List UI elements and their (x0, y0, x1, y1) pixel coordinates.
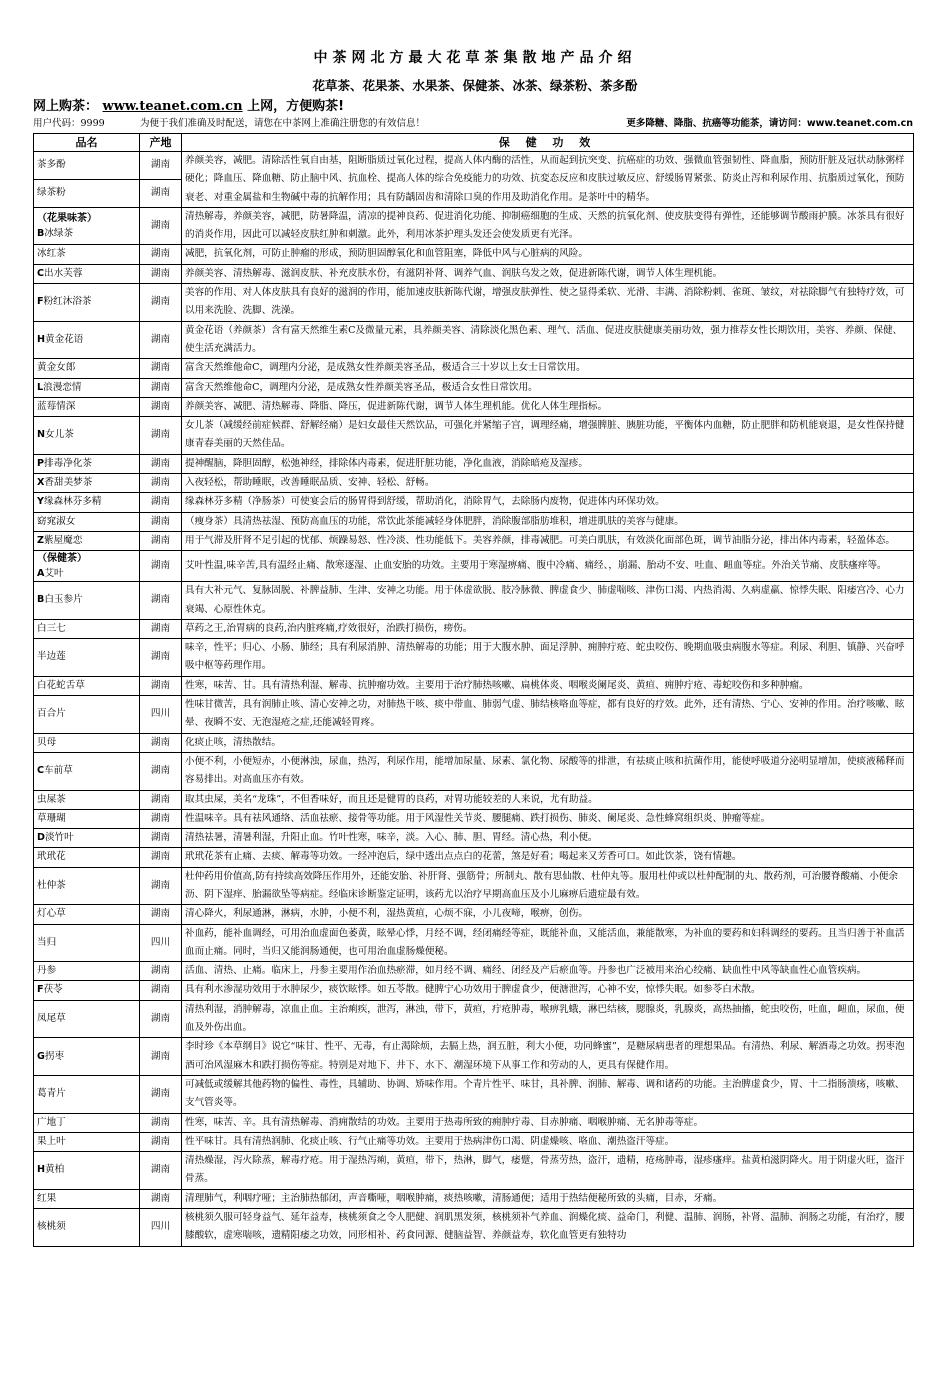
product-name-cell (34, 284, 140, 322)
product-name-text: 车前草 (44, 765, 73, 777)
product-name-text: 绿茶粉 (37, 187, 66, 199)
effect-cell: 性味甘微苦，具有润肺止咳、清心安神之功，对肺热干咳、痰中带血、肺弱气虚、肺结核咯血等症，都有良好的疗效。此外，还有清热、宁心、安神的作用。治疗咳嗽、眩晕、夜瞬不安、无泡湿疮之症,还能减轻胃疼。 (182, 696, 914, 734)
table-row (34, 867, 914, 905)
product-name-cell (34, 1152, 140, 1190)
table-row (34, 264, 914, 283)
product-name-cell (34, 809, 140, 828)
effect-cell: 养颜美容，减肥。清除活性氧自由基，阻断脂质过氧化过程，提高人体内酶的活性，从而起到抗突变、抗癌症的功效、强微血管强韧性、降血脂，预防肝脏及冠状动脉粥样硬化；降血压、降血糖、防止脑中风、抗血栓、提高人体的综合免疫能力的功效、抗変态反应和皮肤过敏反应、舒缓肠胃紧张、防炎止泻和利尿作用、抗脂质过氧化，预防衰老、对重金属盐和生物碱中毒的抗解作用；具有防龋固齿和清除口臭的作用及助消化作用。是茶叶中的精华。 (182, 152, 914, 208)
product-name (37, 362, 75, 373)
index-letter: N (37, 429, 46, 441)
table-row (34, 454, 914, 473)
product-name-text: 白玉参片 (44, 594, 83, 606)
table-row (34, 848, 914, 867)
product-name-text: 广地丁 (37, 1116, 66, 1128)
origin-cell: 湖南 (140, 1132, 182, 1151)
origin-cell: 四川 (140, 924, 182, 962)
effect-cell: 清热解毒，养颜美容，减肥，防暑降温，清凉的提神良药、促进消化功能、抑制癌细胞的生成、天然的抗氧化剂、使皮肤变得有弹性，还能够调节酸雨护膜。冰茶具有很好的消炎作用，因此可以减轻皮肤红肿和刺激。此外，利用冰茶护理头发还会使发质更有光泽。 (182, 207, 914, 245)
product-name-text: 玳玳花 (37, 851, 66, 863)
effect-cell: 缘森林芬多精（净肠茶）可使宴会后的肠胃得到舒缓，帮助消化，消除胃气，去除肠内废物，促进体内环保功效。 (182, 493, 914, 512)
product-name-text: 白花蛇舌草 (37, 679, 85, 691)
origin-cell: 湖南 (140, 1000, 182, 1038)
product-name-text: 杜仲茶 (37, 879, 66, 891)
category-label: （花果味茶） (37, 213, 97, 225)
product-name-cell (34, 551, 140, 582)
product-name-text: 当归 (37, 936, 57, 948)
index-letter: P (37, 457, 45, 469)
origin-cell: 湖南 (140, 179, 182, 207)
product-name-cell (34, 867, 140, 905)
product-name-cell (34, 696, 140, 734)
product-name-text: 蓝莓情深 (37, 400, 76, 412)
product-name-text: 葛青片 (37, 1088, 66, 1100)
product-name-text: 香甜美梦茶 (44, 477, 93, 489)
product-name-cell (34, 639, 140, 677)
product-name-cell (34, 1075, 140, 1113)
table-row (34, 551, 914, 582)
table-row (34, 378, 914, 397)
effect-cell: 具有大补元气、复脉固脱、补脾益肺、生津、安神之功能。用于体虚欲脱、肢冷脉微、脾虚食少、肺虚喘咳、津伤口渴、内热消渴、久病虚羸、惊悸失眠、阳痿宫冷、心力衰竭、心原性休克。 (182, 582, 914, 620)
origin-cell: 湖南 (140, 321, 182, 359)
effect-cell: 富含天然维他命C，调理内分泌，是成熟女性养颜美容圣品，极适合三十岁以上女士日常饮用。 (182, 359, 914, 378)
product-name-cell (34, 493, 140, 512)
product-name-text: 灯心草 (37, 908, 66, 920)
product-name-cell (34, 676, 140, 695)
effect-cell: 性温味辛。具有祛风通络、活血祛瘀、接骨等功能。用于风湿性关节炎、腰腿痛、跌打损伤、肺炎、阑尾炎、急性蜂窝组织炎、肿瘤等症。 (182, 809, 914, 828)
origin-cell: 湖南 (140, 264, 182, 283)
table-row (34, 1038, 914, 1076)
product-name-cell (34, 1189, 140, 1208)
product-name (37, 880, 66, 891)
product-name-cell (34, 454, 140, 473)
effect-cell: 补血药，能补血调经，可用治血虚面色萎黄，眩晕心悸，月经不调，经闭痛经等症，既能补血，又能活血，兼能散寒，为补血的要药和妇科调经的要药。且当归善于补血活血而止痛。同时，当归又能润肠通便，也可用治血虚肠燥便秘。 (182, 924, 914, 962)
effect-cell: 黄金花语（养颜茶）含有富天然维生素C及微量元素，具养颜美容、清除淡化黑色素、理气、活血、促进皮肤健康美丽功效，强力推荐女性长期饮用，美容、养颜、保健、使生活充满活力。 (182, 321, 914, 359)
product-name (37, 226, 136, 241)
product-name (37, 401, 75, 412)
table-row (34, 1113, 914, 1132)
product-name-text: 草珊瑚 (37, 812, 66, 824)
product-name-text: 浪漫恋情 (43, 381, 82, 393)
table-row (34, 829, 914, 848)
product-name (37, 268, 82, 279)
effect-cell: 味辛，性平；归心、小肠、肺经；具有利尿消肿、清热解毒的功能；用于大腹水肿、面足浮肿、痈肿疔疮、蛇虫咬伤、晚期血吸虫病腹水等症。利尿、利胆、镇静、兴奋呼吸中枢等药理作用。 (182, 639, 914, 677)
effect-cell: 用于气滞及肝肾不足引起的忧郁、烦躁易怒、性冷淡、性功能低下。美容养颜，排毒减肥。可美白肌肤，有效淡化面部色斑，调节油脂分泌，排出体内毒素，轻盈体态。 (182, 531, 914, 550)
table-row (34, 696, 914, 734)
index-letter: B (37, 594, 45, 606)
table-row (34, 962, 914, 981)
user-code: 用户代码：9999 (33, 118, 105, 129)
effect-cell: 杜仲药用价值高,防有持续高效降压作用外，还能安胎、补肝肾、强筋骨；所制丸、散有思仙散、杜仲丸等。服用杜仲或以杜仲配制的丸、散药剂，可治腰脊酸痛、小便余沥、阴下湿痒、胎漏欲坠等病症。经临床诊断鉴定证明，该药尤以治疗早期高血压及小儿麻痹后遗症最有效。 (182, 867, 914, 905)
product-name (37, 458, 92, 469)
effect-cell: 提神醒脑，降胆固醇，松弛神经，排除体内毒素，促进肝脏功能，净化血液，消除暗疮及湿疹。 (182, 454, 914, 473)
product-name (37, 794, 66, 805)
origin-cell: 湖南 (140, 962, 182, 981)
table-row (34, 1189, 914, 1208)
buy-prefix: 网上购茶： (33, 99, 99, 114)
product-name (37, 1221, 66, 1232)
origin-cell: 湖南 (140, 454, 182, 473)
index-letter: C (37, 765, 45, 777)
table-row (34, 733, 914, 752)
effect-cell: 清热祛暑，清暑利湿，升阳止血。竹叶性寒，味辛，淡。入心、肺、胆、胃经。清心热，利小便。 (182, 829, 914, 848)
table-header-row (34, 134, 914, 152)
effect-cell: 草药之王,治胃病的良药,治内脏疼痛,疗效很好，治跌打损伤，痨伤。 (182, 619, 914, 638)
product-name (37, 813, 66, 824)
effect-cell: 清热燥湿，泻火除蒸，解毒疗疮。用于湿热泻痢，黄疸，带下，热淋，脚气，痿躄，骨蒸劳热，盗汗，遗精，疮疡肿毒，湿疹瘙痒。盐黄柏滋阴降火。用于阴虚火旺，盗汗骨蒸。 (182, 1152, 914, 1190)
index-letter: Z (37, 534, 44, 546)
product-name-text: 艾叶 (44, 568, 64, 580)
product-name (37, 429, 74, 440)
origin-cell: 湖南 (140, 1038, 182, 1076)
table-row (34, 1152, 914, 1190)
product-name-cell (34, 1038, 140, 1076)
effect-cell: 女儿茶（减缓经前症候群、舒解经痛）是妇女最佳天然饮品，可强化并紧缩子宫，调理经痛，增强脾脏、胰脏功能，平衡体内血糖，防止肥胖和防机能衰退，是女性保持健康青春美丽的天然佳品。 (182, 417, 914, 455)
origin-cell: 湖南 (140, 1113, 182, 1132)
table-row (34, 1132, 914, 1151)
origin-cell: 湖南 (140, 809, 182, 828)
origin-cell: 湖南 (140, 152, 182, 180)
origin-cell: 湖南 (140, 752, 182, 790)
product-name (37, 516, 75, 527)
origin-cell: 湖南 (140, 733, 182, 752)
product-name-cell (34, 582, 140, 620)
product-name-cell (34, 1132, 140, 1151)
effect-cell: 取其虫屎，美名“龙珠”，不但香味好，而且还是健胃的良药，对胃功能较差的人来说，尤有助益。 (182, 790, 914, 809)
product-name-text: 核桃须 (37, 1221, 66, 1233)
effect-cell: 减肥，抗氧化剂，可防止肿瘤的形成，预防胆固醇氧化和血管阻塞，降低中风与心脏病的风险。 (182, 245, 914, 264)
product-name-text: 黄金女郎 (37, 362, 76, 374)
product-name-cell (34, 207, 140, 245)
product-name-text: 窈窕淑女 (37, 515, 76, 527)
origin-cell: 湖南 (140, 245, 182, 264)
product-name-text: 果上叶 (37, 1135, 66, 1147)
product-name-cell (34, 359, 140, 378)
table-row (34, 245, 914, 264)
origin-cell: 湖南 (140, 790, 182, 809)
table-body (34, 152, 914, 1247)
product-name-cell (34, 397, 140, 416)
page-subtitle: 花草茶、花果茶、水果茶、保健茶、冰茶、绿茶粉、茶多酚 (312, 78, 638, 93)
table-row (34, 676, 914, 695)
product-name-text: 茶多酚 (37, 159, 66, 171)
origin-cell: 四川 (140, 696, 182, 734)
product-name-text: 白三七 (37, 622, 66, 634)
effect-cell: 化痰止咳，清热散结。 (182, 733, 914, 752)
origin-cell: 湖南 (140, 284, 182, 322)
product-name (37, 566, 136, 581)
table-row (34, 981, 914, 1000)
product-name-cell (34, 962, 140, 981)
index-letter: F (37, 296, 44, 308)
index-letter: A (37, 568, 45, 580)
product-name (37, 496, 102, 507)
table-row (34, 474, 914, 493)
index-letter: F (37, 984, 44, 996)
index-letter: Y (37, 496, 44, 508)
product-name (37, 680, 85, 691)
product-name (37, 535, 82, 546)
product-name (37, 159, 66, 170)
product-name-text: 拐枣 (44, 1050, 65, 1062)
origin-cell: 湖南 (140, 397, 182, 416)
effect-cell: 艾叶性温,味辛苦,具有温经止痛、散寒逐湿、止血安胎的功效。主要用于寒湿痹痛、腹中冷痛、痛经、，崩漏、胎动不安、吐血、衄血等症。外治关节痛、皮肤瘙痒等。 (182, 551, 914, 582)
product-name-text: 黄金花语 (45, 333, 84, 345)
origin-cell: 湖南 (140, 493, 182, 512)
origin-cell: 湖南 (140, 1189, 182, 1208)
product-name-text: 出水芙蓉 (44, 267, 83, 279)
effect-cell: 养颜美容、清热解毒、滋润皮肤、补充皮肤水份，有滋阴补肾、调养气血、润肤乌发之效，促进新陈代谢，调节人体生理机能。 (182, 264, 914, 283)
product-name-cell (34, 264, 140, 283)
product-name-cell (34, 829, 140, 848)
index-letter: C (37, 267, 45, 279)
origin-cell: 湖南 (140, 474, 182, 493)
product-name-text: 粉红沐浴茶 (43, 296, 92, 308)
product-name-text: 茯苓 (43, 984, 63, 996)
table-row (34, 359, 914, 378)
product-name (37, 296, 92, 307)
product-name-text: 半边莲 (37, 651, 66, 663)
table-row (34, 619, 914, 638)
more-link-text: 更多降糖、降脂、抗癌等功能茶，请访问：www.teanet.com.cn (626, 118, 913, 129)
product-name-text: 冰绿茶 (44, 228, 74, 240)
product-name-cell (34, 1113, 140, 1132)
table-row (34, 639, 914, 677)
product-name-cell (34, 733, 140, 752)
effect-cell: 可减低或缓解其他药物的偏性、毒性，具辅助、协调、矫味作用。个青片性平、味甘，具补脾、润肺、解毒、调和诸药的功能。主治脾虚食少，胃、十二指肠溃疡，咳嗽、支气管炎等。 (182, 1075, 914, 1113)
product-name-cell (34, 924, 140, 962)
origin-cell: 湖南 (140, 981, 182, 1000)
product-name (37, 851, 66, 862)
product-name-cell (34, 378, 140, 397)
product-name (37, 1088, 66, 1099)
origin-cell: 湖南 (140, 359, 182, 378)
website-link[interactable]: www.teanet.com.cn (102, 99, 243, 114)
product-name-cell (34, 152, 140, 180)
table-row (34, 1000, 914, 1038)
effect-cell: 性寒，味苦、辛。具有清热解毒、消痈散结的功效。主要用于热毒所致的痈肿疔毒、目赤肿痛、咽喉肿痛、无名肿毒等症。 (182, 1113, 914, 1132)
table-row (34, 531, 914, 550)
origin-cell: 湖南 (140, 867, 182, 905)
table-row (34, 790, 914, 809)
origin-cell: 湖南 (140, 619, 182, 638)
notice-text: 为便于我们准确及时配送，请您在中茶网上准确注册您的有效信息！ (140, 118, 426, 129)
product-name (37, 334, 83, 345)
product-name (37, 1193, 56, 1204)
product-name-cell (34, 752, 140, 790)
product-name (37, 937, 56, 948)
product-name (37, 832, 74, 843)
product-name-cell (34, 981, 140, 1000)
table-row (34, 207, 914, 245)
product-name (37, 382, 82, 393)
product-name (37, 594, 83, 605)
index-letter: H (37, 1164, 46, 1176)
effect-cell: 李时珍《本草纲目》说它“味甘、性平、无毒，有止渴除烦，去膈上热，润五脏，利大小便，功同蜂蜜”，是糖尿病患者的理想果品。有清热、利尿、解酒毒之功效。拐枣泡酒可治风湿麻木和跌打损伤等症。特别是对地下、井下、水下、潮湿环境下从事工作和劳动的人，更具有保健作用。 (182, 1038, 914, 1076)
effect-cell: 养颜美容、减肥、清热解毒、降脂、降压，促进新陈代谢，调节人体生理机能。优化人体生理指标。 (182, 397, 914, 416)
buy-suffix: 上网，方便购茶! (247, 99, 344, 114)
origin-cell: 四川 (140, 1209, 182, 1247)
buy-line (33, 95, 344, 114)
product-table (33, 133, 914, 1247)
index-letter: H (37, 333, 46, 345)
product-name (37, 1136, 66, 1147)
product-name-text: 黄柏 (45, 1164, 65, 1176)
table-row (34, 924, 914, 962)
index-letter: G (37, 1050, 45, 1062)
product-name (37, 187, 66, 198)
product-name-text: 红果 (37, 1192, 57, 1204)
table-row (34, 152, 914, 180)
product-name-text: 百合片 (37, 708, 66, 720)
table-row (34, 417, 914, 455)
product-name-text: 排毒净化茶 (44, 457, 93, 469)
product-name-text: 紫屋魔恋 (43, 534, 83, 546)
origin-cell: 湖南 (140, 512, 182, 531)
product-name (37, 1051, 64, 1062)
column-header-origin: 产地 (140, 134, 182, 152)
product-name-cell (34, 619, 140, 638)
info-bar (33, 115, 913, 131)
product-name-text: 虫屎茶 (37, 793, 66, 805)
origin-cell: 湖南 (140, 1152, 182, 1190)
product-name-text: 冰红茶 (37, 248, 66, 260)
effect-cell: 入夜轻松，帮助睡眠，改善睡眠品质、安神、轻松、舒畅。 (182, 474, 914, 493)
product-name (37, 1164, 64, 1175)
category-label: （保健茶） (37, 553, 87, 565)
product-name (37, 651, 66, 662)
product-name-cell (34, 1209, 140, 1247)
table-row (34, 512, 914, 531)
table-row (34, 321, 914, 359)
origin-cell: 湖南 (140, 848, 182, 867)
product-name-text: 女儿茶 (45, 429, 74, 441)
effect-cell: 小便不利，小便短赤，小便淋浊，尿血，热泻，利尿作用，能增加尿量、尿素、氯化物、尿酸等的排泄，有祛痰止咳和抗菌作用，能使呼吸道分泌明显增加，使痰液稀释而容易排出。对高血压亦有效。 (182, 752, 914, 790)
product-name (37, 908, 66, 919)
origin-cell: 湖南 (140, 639, 182, 677)
product-name-cell (34, 321, 140, 359)
product-name-text: 贝母 (37, 736, 57, 748)
index-letter: D (37, 832, 45, 844)
product-name-cell (34, 245, 140, 264)
product-name-cell (34, 474, 140, 493)
origin-cell: 湖南 (140, 531, 182, 550)
product-name (37, 965, 56, 976)
table-row (34, 905, 914, 924)
table-row (34, 493, 914, 512)
product-name (37, 248, 66, 259)
effect-cell: 富含天然维他命C，调理内分泌，是成熟女性养颜美容圣品，极适合女性日常饮用。 (182, 378, 914, 397)
table-row (34, 284, 914, 322)
origin-cell: 湖南 (140, 582, 182, 620)
origin-cell: 湖南 (140, 829, 182, 848)
product-name-text: 丹参 (37, 965, 57, 977)
effect-cell: 清热利湿，消肿解毒，凉血止血。主治痢疾，泄泻，淋浊，带下，黄疸，疔疮肿毒，喉痹乳蛾，淋巴结核，腮腺炎，乳腺炎，高热抽搐，蛇虫咬伤，吐血，衄血，尿血，便血及外伤出血。 (182, 1000, 914, 1038)
table-row (34, 809, 914, 828)
table-row (34, 1209, 914, 1247)
effect-cell: 美容的作用、对人体皮肤具有良好的滋润的作用，能加速皮肤新陈代谢，增强皮肤弹性、使之显得柔软、光滑、丰满、消除粉刺、雀斑、皱纹，对祛除脚气有独特疗效，可以用来洗脸、洗脚、洗澡。 (182, 284, 914, 322)
effect-cell: （瘦身茶）具清热祛湿、预防高血压的功能，常饮此茶能减轻身体肥胖，消除腹部脂肪堆积，增进肌肤的美容与健康。 (182, 512, 914, 531)
effect-cell: 核桃须久服可轻身益气、延年益寿，核桃须食之令人肥健、润肌黑发须，核桃须补气养血、润燥化痰、益命门，利健、温肺、润肠，补肾、温肺、润肠之功能，有治疗，腰膝酸软，虚寒喘咳，遗精阳痿之功效，同形相补、药食同源、健脑益智、养颜益寿，软化血管更有独特功 (182, 1209, 914, 1247)
origin-cell: 湖南 (140, 551, 182, 582)
product-name-text: 淡竹叶 (44, 832, 74, 844)
effect-cell: 性平味甘。具有清热润肺、化痰止咳、行气止痛等功效。主要用于热病津伤口渴、阴虚燥咳、咯血、潮热盗汗等症。 (182, 1132, 914, 1151)
product-name-cell (34, 179, 140, 207)
product-name-cell (34, 512, 140, 531)
effect-cell: 性寒，味苦、甘。具有清热利湿、解毒、抗肿瘤功效。主要用于治疗肺热咳嗽、扁桃体炎、咽喉炎阑尾炎、黄疸、痈肿疔疮、毒蛇咬伤和多种肿瘤。 (182, 676, 914, 695)
product-name (37, 1117, 66, 1128)
product-name (37, 984, 63, 995)
effect-cell: 活血、清热、止痛。临床上，丹参主要用作治血热瘀滞，如月经不调、痛经、闭经及产后瘀血等。丹参也广泛被用来治心绞痛、缺血性中风等缺血性心血管疾病。 (182, 962, 914, 981)
product-name-cell (34, 790, 140, 809)
product-name (37, 1013, 66, 1024)
product-name-cell (34, 1000, 140, 1038)
table-row (34, 397, 914, 416)
product-name (37, 477, 92, 488)
effect-cell: 清理肺气，利咽疗哑；主治肺热郁闭，声音嘶哑，咽喉肿痛，痰热咳嗽，清肠通便；适用于热结便秘所致的头痛，目赤，牙痛。 (182, 1189, 914, 1208)
page-title: 中茶网北方最大花草茶集散地产品介绍 (313, 50, 637, 66)
product-name-text: 缘森林芬多精 (43, 496, 102, 508)
table-row (34, 752, 914, 790)
product-name-cell (34, 905, 140, 924)
table-row (34, 582, 914, 620)
effect-cell: 具有利水渗湿功效用于水肿尿少，痰饮眩悸。如五苓散。健脾宁心功效用于脾虚食少，便溏泄泻，心神不安，惊悸失眠。如参苓白术散。 (182, 981, 914, 1000)
column-header-name: 品名 (34, 134, 140, 152)
product-name (37, 737, 56, 748)
origin-cell: 湖南 (140, 676, 182, 695)
origin-cell: 湖南 (140, 207, 182, 245)
product-name-text: 凤尾草 (37, 1012, 66, 1024)
product-name (37, 623, 66, 634)
product-name-cell (34, 848, 140, 867)
index-letter: X (37, 477, 45, 489)
effect-cell: 玳玳花茶有止痛、去痰、解毒等功效。一经冲泡后，绿中透出点点白的花蕾，煞是好看；喝起来又芳香可口。如此饮茶，饶有情趣。 (182, 848, 914, 867)
index-letter: B (37, 228, 45, 240)
product-name-cell (34, 417, 140, 455)
origin-cell: 湖南 (140, 417, 182, 455)
origin-cell: 湖南 (140, 378, 182, 397)
origin-cell: 湖南 (140, 905, 182, 924)
column-header-effect: 保 健 功 效 (182, 134, 914, 152)
table-row (34, 1075, 914, 1113)
effect-cell: 清心降火，利尿通淋，淋病，水肿，小便不利，湿热黄疸，心烦不寐，小儿夜啼，喉痹，创伤。 (182, 905, 914, 924)
product-name-cell (34, 531, 140, 550)
origin-cell: 湖南 (140, 1075, 182, 1113)
product-name (37, 708, 66, 719)
index-letter: L (37, 381, 44, 393)
product-name (37, 765, 73, 776)
